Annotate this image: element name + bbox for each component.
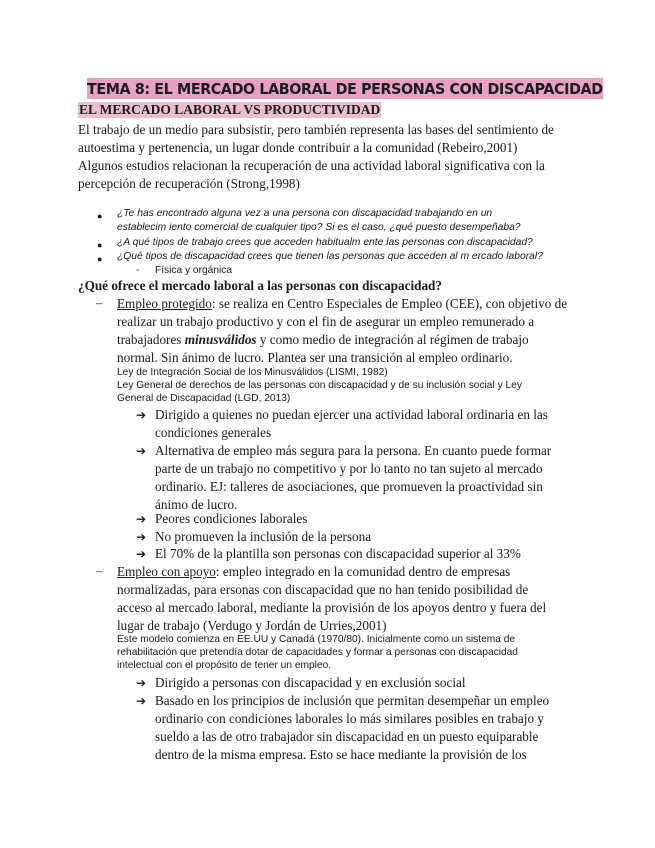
protegido-point-2-line-2: parte de un trabajo no competitivo y por lo tanto no tan sujeto al mercado (155, 461, 543, 476)
intro-line-1: El trabajo de un medio para subsistir, pero también representa las bases del sentimiento de (78, 122, 554, 137)
bullet-icon: ● (97, 240, 103, 250)
apoyo-point-2-line-3: sueldo a las de otro trabajador sin discapacidad en un puesto equiparable (155, 729, 539, 744)
apoyo-line-1-text: : empleo integrado en la comunidad dentro de empresas (215, 564, 511, 579)
apoyo-term: Empleo con apoyo (117, 564, 216, 579)
sub-item: Física y orgánica (155, 265, 233, 276)
apoyo-point-1: Dirigido a personas con discapacidad y en exclusión social (155, 675, 466, 690)
arrow-icon: ➔ (136, 530, 147, 544)
sub-item-dash: - (136, 265, 140, 276)
law-lgd-line-1: Ley General de derechos de las personas con discapacidad y de su inclusión social y Ley (117, 380, 522, 391)
arrow-icon: ➔ (136, 547, 147, 561)
question-3: ¿Qué tipos de discapacidad crees que tienen las personas que acceden al m ercado laboral? (117, 251, 543, 262)
protegido-point-2-line-4: ánimo de lucro. (155, 497, 238, 512)
protegido-line-1-text: : se realiza en Centro Especiales de Empleo (CEE), con objetivo de (211, 296, 568, 311)
law-lismi: Ley de Integración Social de los Minusválidos (LISMI, 1982) (117, 367, 388, 378)
law-lgd-line-2: General de Discapacidad (LGD, 2013) (117, 393, 291, 404)
protegido-point-4: No promueven la inclusión de la persona (155, 529, 372, 544)
protegido-line-3 (117, 331, 529, 349)
protegido-point-2-line-3: ordinario. EJ: talleres de asociaciones, que promueven la proactividad sin (155, 479, 543, 494)
bullet-icon: ● (97, 254, 103, 264)
apoyo-note-line-1: Este modelo comienza en EE.UU y Canadá (1970/80). Inicialmente como un sistema de (117, 634, 516, 645)
protegido-line-3-a: trabajadores (117, 332, 185, 347)
apoyo-note-line-3: intelectual con el propósito de tener un empleo. (117, 660, 332, 671)
protegido-point-5: El 70% de la plantilla son personas con discapacidad superior al 33% (155, 546, 521, 561)
dash-marker: – (96, 563, 103, 578)
apoyo-point-2-line-1: Basado en los principios de inclusión que permitan desempeñar un empleo (155, 693, 550, 708)
section-heading: ¿Qué ofrece el mercado laboral a las personas con discapacidad? (78, 278, 442, 293)
apoyo-line-3: acceso al mercado laboral, mediante la provisión de los apoyos dentro y fuera del (117, 600, 547, 615)
arrow-icon: ➔ (136, 408, 147, 422)
section-subtitle: EL MERCADO LABORAL VS PRODUCTIVIDAD (79, 102, 381, 117)
arrow-icon: ➔ (136, 512, 147, 526)
question-2: ¿A qué tipos de trabajo crees que acceden habitualm ente las personas con discapacidad? (117, 237, 533, 248)
protegido-term: Empleo protegido (117, 296, 212, 311)
intro-line-3: Algunos estudios relacionan la recuperación de una actividad laboral significativa con la (78, 158, 545, 173)
apoyo-line-4: lugar de trabajo (Verdugo y Jordán de Urries,2001) (117, 618, 387, 633)
protegido-line-4: normal. Sin ánimo de lucro. Plantea ser una transición al empleo ordinario. (117, 350, 513, 365)
apoyo-note-line-2: rehabilitación que pretendía dotar de capacidades y formar a personas con discapacidad (117, 647, 518, 658)
apoyo-line-2: normalizadas, para ersonas con discapacidad que no han tenido posibilidad de (117, 582, 529, 597)
question-1-line-1: ¿Te has encontrado alguna vez a una persona con discapacidad trabajando en un (117, 208, 493, 219)
question-1-line-2: establecim iento comercial de cualquier tipo? Si es el caso, ¿qué puesto desempeñaba? (117, 222, 521, 233)
protegido-point-1-line-1: Dirigido a quienes no puedan ejercer una actividad laboral ordinaria en las (155, 407, 548, 422)
protegido-point-1-line-2: condiciones generales (155, 425, 272, 440)
intro-line-4: percepción de recuperación (Strong,1998) (78, 176, 300, 191)
intro-line-2: autoestima y pertenencia, un lugar donde contribuir a la comunidad (Rebeiro,2001) (78, 140, 518, 155)
protegido-line-3-b: y como medio de integración al régimen de trabajo (256, 332, 529, 347)
protegido-line-1 (117, 295, 567, 313)
bullet-icon: ● (97, 211, 103, 221)
protegido-emphasis: minusválidos (184, 332, 257, 347)
arrow-icon: ➔ (136, 444, 147, 458)
arrow-icon: ➔ (136, 676, 147, 690)
protegido-point-2-line-1: Alternativa de empleo más segura para la persona. En cuanto puede formar (155, 443, 552, 458)
arrow-icon: ➔ (136, 694, 147, 708)
apoyo-line-1 (117, 563, 510, 581)
protegido-point-3: Peores condiciones laborales (155, 511, 308, 526)
dash-marker: – (96, 295, 103, 310)
page-title: TEMA 8: EL MERCADO LABORAL DE PERSONAS CON DISCAPACIDAD (87, 80, 603, 98)
apoyo-point-2-line-2: ordinario con condiciones laborales lo más similares posibles en trabajo y (155, 711, 544, 726)
apoyo-point-2-line-4: dentro de la misma empresa. Esto se hace mediante la provisión de los (155, 747, 527, 762)
protegido-line-2: realizar un trabajo productivo y con el fin de asegurar un empleo remunerado a (117, 314, 535, 329)
